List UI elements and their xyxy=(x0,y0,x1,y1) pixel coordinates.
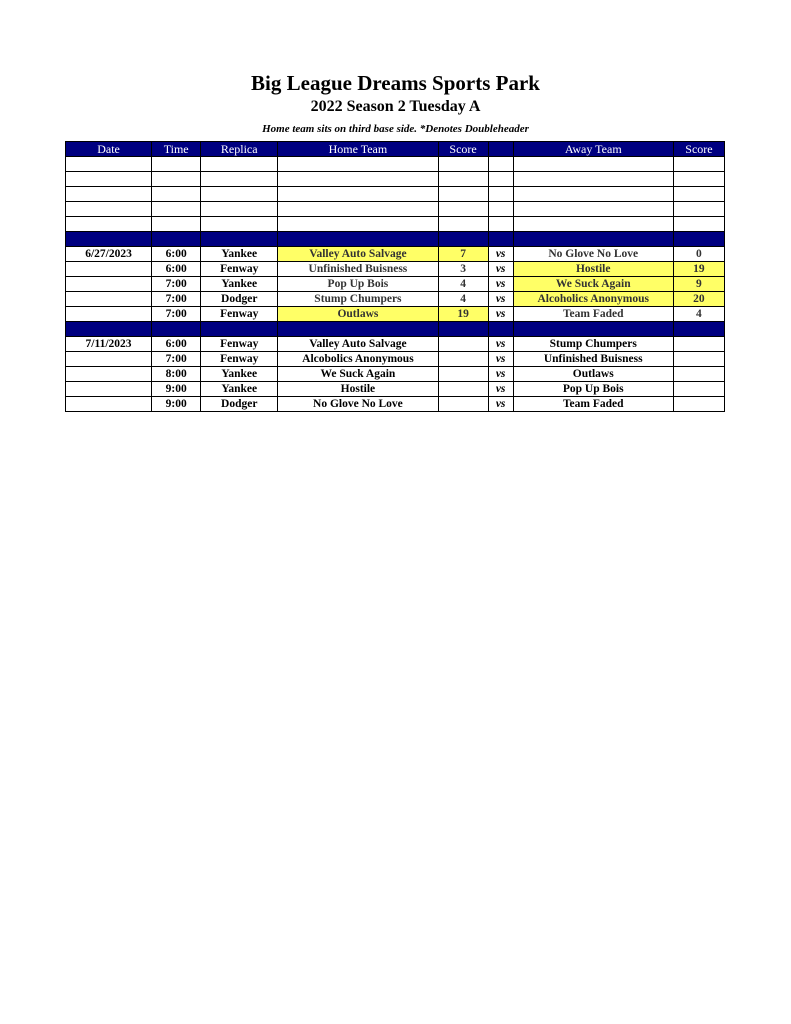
game-time: 6:00 xyxy=(152,337,201,352)
game-replica: Fenway xyxy=(201,352,278,367)
schedule-table xyxy=(65,141,725,412)
game-replica: Yankee xyxy=(201,277,278,292)
away-team: Stump Chumpers xyxy=(513,337,673,352)
vs-label: vs xyxy=(488,247,513,262)
away-team: No Glove No Love xyxy=(513,247,673,262)
col-header-date: Date xyxy=(66,142,152,157)
game-replica: Yankee xyxy=(201,382,278,397)
game-row xyxy=(66,262,725,277)
game-row xyxy=(66,367,725,382)
game-replica: Fenway xyxy=(201,262,278,277)
away-score xyxy=(673,337,724,352)
game-date-empty xyxy=(66,262,152,277)
game-time: 7:00 xyxy=(152,277,201,292)
vs-label: vs xyxy=(488,307,513,322)
home-score xyxy=(438,382,488,397)
game-time: 9:00 xyxy=(152,382,201,397)
season-subtitle: 2022 Season 2 Tuesday A xyxy=(310,98,481,115)
game-replica: Yankee xyxy=(201,367,278,382)
away-team: Alcoholics Anonymous xyxy=(513,292,673,307)
game-row xyxy=(66,352,725,367)
home-team: Stump Chumpers xyxy=(278,292,438,307)
game-row xyxy=(66,277,725,292)
col-header-away-team: Away Team xyxy=(513,142,673,157)
away-score xyxy=(673,352,724,367)
away-score xyxy=(673,382,724,397)
home-team: Alcobolics Anonymous xyxy=(278,352,438,367)
away-score: 19 xyxy=(673,262,724,277)
game-time: 7:00 xyxy=(152,307,201,322)
empty-row xyxy=(66,202,725,217)
home-score: 19 xyxy=(438,307,488,322)
home-team: Pop Up Bois xyxy=(278,277,438,292)
game-time: 7:00 xyxy=(152,292,201,307)
game-time: 7:00 xyxy=(152,352,201,367)
game-row xyxy=(66,292,725,307)
empty-row xyxy=(66,172,725,187)
home-score: 4 xyxy=(438,277,488,292)
home-team: Valley Auto Salvage xyxy=(278,247,438,262)
game-replica: Fenway xyxy=(201,307,278,322)
game-time: 8:00 xyxy=(152,367,201,382)
game-date: 7/11/2023 xyxy=(66,337,152,352)
home-score: 4 xyxy=(438,292,488,307)
vs-label: vs xyxy=(488,337,513,352)
game-time: 6:00 xyxy=(152,262,201,277)
away-score xyxy=(673,367,724,382)
col-header-replica: Replica xyxy=(201,142,278,157)
game-replica: Dodger xyxy=(201,292,278,307)
game-date-empty xyxy=(66,367,152,382)
empty-row xyxy=(66,157,725,172)
vs-label: vs xyxy=(488,382,513,397)
home-team: Unfinished Buisness xyxy=(278,262,438,277)
col-header-time: Time xyxy=(152,142,201,157)
away-team: Pop Up Bois xyxy=(513,382,673,397)
game-row xyxy=(66,247,725,262)
game-date-empty xyxy=(66,382,152,397)
game-replica: Fenway xyxy=(201,337,278,352)
game-row xyxy=(66,307,725,322)
away-team: Hostile xyxy=(513,262,673,277)
page-title: Big League Dreams Sports Park xyxy=(251,71,540,95)
home-score: 3 xyxy=(438,262,488,277)
home-team: Valley Auto Salvage xyxy=(278,337,438,352)
week-separator xyxy=(66,322,725,337)
home-team: Outlaws xyxy=(278,307,438,322)
away-score xyxy=(673,397,724,412)
home-score xyxy=(438,352,488,367)
col-header-home-team: Home Team xyxy=(278,142,438,157)
vs-label: vs xyxy=(488,367,513,382)
away-team: Team Faded xyxy=(513,307,673,322)
game-time: 9:00 xyxy=(152,397,201,412)
empty-row xyxy=(66,217,725,232)
game-date: 6/27/2023 xyxy=(66,247,152,262)
away-team: Outlaws xyxy=(513,367,673,382)
away-score: 4 xyxy=(673,307,724,322)
game-date-empty xyxy=(66,352,152,367)
home-score xyxy=(438,337,488,352)
game-row xyxy=(66,397,725,412)
vs-label: vs xyxy=(488,262,513,277)
away-score: 0 xyxy=(673,247,724,262)
col-header-home-score: Score xyxy=(438,142,488,157)
header-row xyxy=(66,142,725,157)
home-team: Hostile xyxy=(278,382,438,397)
game-date-empty xyxy=(66,292,152,307)
away-team: Team Faded xyxy=(513,397,673,412)
vs-label: vs xyxy=(488,397,513,412)
vs-label: vs xyxy=(488,292,513,307)
col-header-vs xyxy=(488,142,513,157)
away-team: We Suck Again xyxy=(513,277,673,292)
away-team: Unfinished Buisness xyxy=(513,352,673,367)
game-date-empty xyxy=(66,307,152,322)
game-time: 6:00 xyxy=(152,247,201,262)
vs-label: vs xyxy=(488,277,513,292)
home-score: 7 xyxy=(438,247,488,262)
game-row xyxy=(66,382,725,397)
game-date-empty xyxy=(66,277,152,292)
game-replica: Dodger xyxy=(201,397,278,412)
vs-label: vs xyxy=(488,352,513,367)
home-team-note: Home team sits on third base side. *Denotes Doubleheader xyxy=(262,123,529,135)
game-row xyxy=(66,337,725,352)
away-score: 9 xyxy=(673,277,724,292)
empty-row xyxy=(66,187,725,202)
col-header-away-score: Score xyxy=(673,142,724,157)
game-date-empty xyxy=(66,397,152,412)
away-score: 20 xyxy=(673,292,724,307)
home-score xyxy=(438,367,488,382)
week-separator xyxy=(66,232,725,247)
home-team: We Suck Again xyxy=(278,367,438,382)
home-team: No Glove No Love xyxy=(278,397,438,412)
home-score xyxy=(438,397,488,412)
game-replica: Yankee xyxy=(201,247,278,262)
